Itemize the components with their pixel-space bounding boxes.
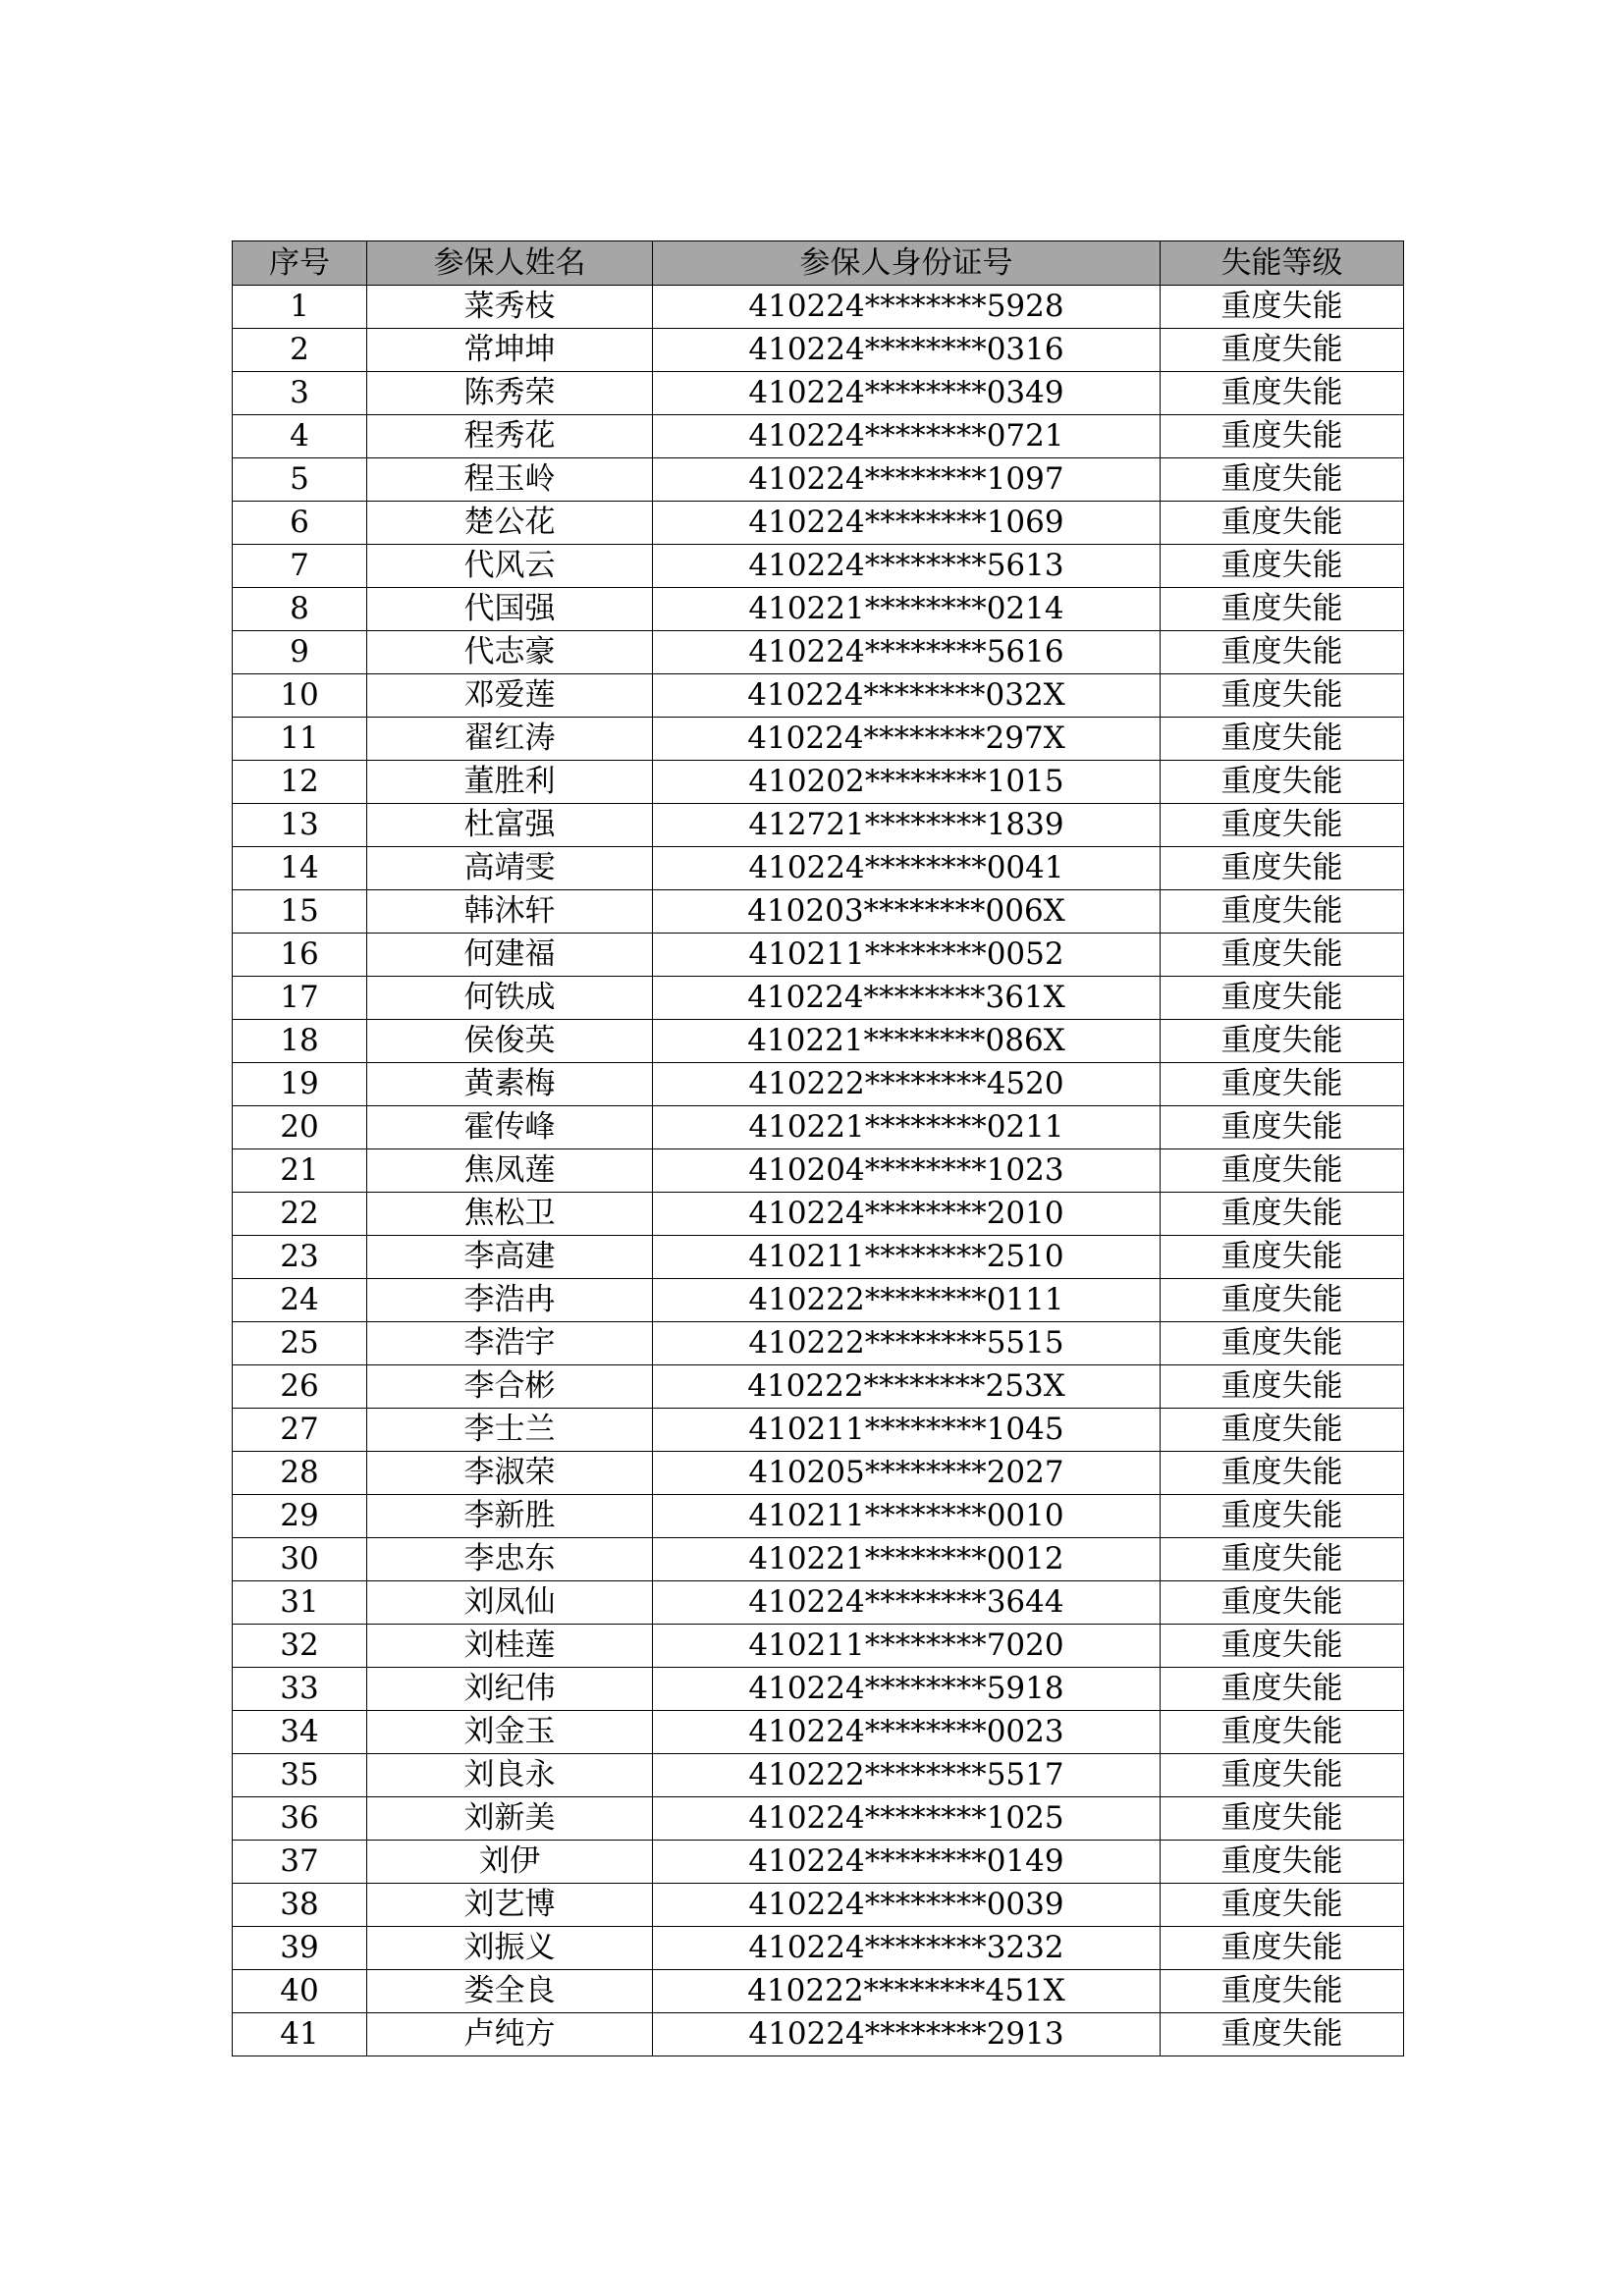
cell-seq: 8 [233, 588, 367, 631]
cell-name: 刘伊 [367, 1841, 653, 1884]
cell-name: 黄素梅 [367, 1063, 653, 1106]
cell-id-number: 410205********2027 [653, 1452, 1161, 1495]
cell-name: 代风云 [367, 545, 653, 588]
cell-seq: 40 [233, 1970, 367, 2013]
cell-id-number: 410224********5928 [653, 286, 1161, 329]
table-row [233, 545, 1404, 588]
cell-id-number: 410224********032X [653, 674, 1161, 718]
cell-seq: 34 [233, 1711, 367, 1754]
table-row [233, 1841, 1404, 1884]
table-row [233, 286, 1404, 329]
table-row [233, 1668, 1404, 1711]
cell-disability-level: 重度失能 [1161, 1495, 1404, 1538]
cell-disability-level: 重度失能 [1161, 415, 1404, 458]
cell-disability-level: 重度失能 [1161, 1884, 1404, 1927]
cell-disability-level: 重度失能 [1161, 890, 1404, 934]
table-row [233, 2013, 1404, 2056]
table-row [233, 1754, 1404, 1797]
cell-name: 霍传峰 [367, 1106, 653, 1149]
cell-name: 杜富强 [367, 804, 653, 847]
table-row [233, 458, 1404, 502]
table-row [233, 1711, 1404, 1754]
cell-seq: 6 [233, 502, 367, 545]
cell-disability-level: 重度失能 [1161, 286, 1404, 329]
cell-seq: 17 [233, 977, 367, 1020]
cell-disability-level: 重度失能 [1161, 372, 1404, 415]
header-id-number: 参保人身份证号 [653, 241, 1161, 286]
cell-seq: 41 [233, 2013, 367, 2056]
cell-id-number: 410224********0721 [653, 415, 1161, 458]
cell-disability-level: 重度失能 [1161, 847, 1404, 890]
table-row [233, 847, 1404, 890]
cell-seq: 9 [233, 631, 367, 674]
table-row [233, 890, 1404, 934]
cell-name: 何建福 [367, 934, 653, 977]
cell-id-number: 410224********3644 [653, 1581, 1161, 1625]
table-row [233, 1322, 1404, 1365]
table-row [233, 1149, 1404, 1193]
cell-id-number: 410224********0316 [653, 329, 1161, 372]
table-row [233, 1409, 1404, 1452]
cell-seq: 23 [233, 1236, 367, 1279]
table-row [233, 761, 1404, 804]
cell-seq: 7 [233, 545, 367, 588]
cell-disability-level: 重度失能 [1161, 761, 1404, 804]
cell-name: 李合彬 [367, 1365, 653, 1409]
cell-seq: 4 [233, 415, 367, 458]
cell-id-number: 410224********1025 [653, 1797, 1161, 1841]
header-name: 参保人姓名 [367, 241, 653, 286]
cell-name: 李浩冉 [367, 1279, 653, 1322]
cell-id-number: 410222********4520 [653, 1063, 1161, 1106]
cell-name: 刘新美 [367, 1797, 653, 1841]
cell-seq: 27 [233, 1409, 367, 1452]
cell-name: 刘纪伟 [367, 1668, 653, 1711]
cell-disability-level: 重度失能 [1161, 1581, 1404, 1625]
table-row [233, 718, 1404, 761]
cell-name: 翟红涛 [367, 718, 653, 761]
header-disability-level: 失能等级 [1161, 241, 1404, 286]
table-row [233, 502, 1404, 545]
cell-disability-level: 重度失能 [1161, 1668, 1404, 1711]
cell-seq: 14 [233, 847, 367, 890]
cell-name: 李忠东 [367, 1538, 653, 1581]
cell-name: 代志豪 [367, 631, 653, 674]
cell-disability-level: 重度失能 [1161, 502, 1404, 545]
cell-disability-level: 重度失能 [1161, 1970, 1404, 2013]
table-row [233, 588, 1404, 631]
cell-id-number: 410222********0111 [653, 1279, 1161, 1322]
cell-name: 刘艺博 [367, 1884, 653, 1927]
cell-disability-level: 重度失能 [1161, 804, 1404, 847]
cell-name: 刘凤仙 [367, 1581, 653, 1625]
cell-id-number: 410224********2010 [653, 1193, 1161, 1236]
header-seq: 序号 [233, 241, 367, 286]
cell-id-number: 410211********2510 [653, 1236, 1161, 1279]
table-row [233, 631, 1404, 674]
cell-name: 常坤坤 [367, 329, 653, 372]
cell-seq: 31 [233, 1581, 367, 1625]
cell-id-number: 410224********5616 [653, 631, 1161, 674]
cell-disability-level: 重度失能 [1161, 1020, 1404, 1063]
cell-name: 楚公花 [367, 502, 653, 545]
cell-disability-level: 重度失能 [1161, 1841, 1404, 1884]
cell-seq: 1 [233, 286, 367, 329]
table-row [233, 1063, 1404, 1106]
cell-seq: 39 [233, 1927, 367, 1970]
table-row [233, 1538, 1404, 1581]
cell-seq: 13 [233, 804, 367, 847]
cell-id-number: 410222********5515 [653, 1322, 1161, 1365]
cell-disability-level: 重度失能 [1161, 1236, 1404, 1279]
table-row [233, 977, 1404, 1020]
cell-seq: 11 [233, 718, 367, 761]
cell-id-number: 410224********0349 [653, 372, 1161, 415]
insured-roster-table [232, 240, 1404, 2056]
cell-disability-level: 重度失能 [1161, 977, 1404, 1020]
cell-id-number: 410224********0039 [653, 1884, 1161, 1927]
cell-seq: 3 [233, 372, 367, 415]
cell-id-number: 410224********361X [653, 977, 1161, 1020]
cell-seq: 19 [233, 1063, 367, 1106]
cell-name: 刘良永 [367, 1754, 653, 1797]
cell-seq: 26 [233, 1365, 367, 1409]
cell-disability-level: 重度失能 [1161, 1797, 1404, 1841]
cell-id-number: 410222********451X [653, 1970, 1161, 2013]
cell-name: 菜秀枝 [367, 286, 653, 329]
table-row [233, 1970, 1404, 2013]
cell-id-number: 410224********0149 [653, 1841, 1161, 1884]
cell-name: 李新胜 [367, 1495, 653, 1538]
cell-name: 韩沐轩 [367, 890, 653, 934]
cell-disability-level: 重度失能 [1161, 2013, 1404, 2056]
table-row [233, 1495, 1404, 1538]
cell-disability-level: 重度失能 [1161, 1927, 1404, 1970]
cell-id-number: 410224********5613 [653, 545, 1161, 588]
cell-id-number: 410224********2913 [653, 2013, 1161, 2056]
cell-seq: 29 [233, 1495, 367, 1538]
cell-disability-level: 重度失能 [1161, 1625, 1404, 1668]
cell-disability-level: 重度失能 [1161, 458, 1404, 502]
table-row [233, 1927, 1404, 1970]
table-body [233, 286, 1404, 2056]
cell-disability-level: 重度失能 [1161, 631, 1404, 674]
cell-name: 何铁成 [367, 977, 653, 1020]
cell-name: 高靖雯 [367, 847, 653, 890]
cell-seq: 5 [233, 458, 367, 502]
cell-name: 刘桂莲 [367, 1625, 653, 1668]
cell-seq: 16 [233, 934, 367, 977]
cell-id-number: 410221********0214 [653, 588, 1161, 631]
cell-id-number: 410224********297X [653, 718, 1161, 761]
cell-id-number: 410224********1097 [653, 458, 1161, 502]
cell-disability-level: 重度失能 [1161, 1063, 1404, 1106]
cell-disability-level: 重度失能 [1161, 1279, 1404, 1322]
cell-id-number: 410221********0211 [653, 1106, 1161, 1149]
cell-name: 刘振义 [367, 1927, 653, 1970]
cell-name: 程秀花 [367, 415, 653, 458]
table-row [233, 1365, 1404, 1409]
cell-id-number: 412721********1839 [653, 804, 1161, 847]
table-row [233, 1581, 1404, 1625]
cell-seq: 12 [233, 761, 367, 804]
cell-name: 焦凤莲 [367, 1149, 653, 1193]
cell-id-number: 410222********253X [653, 1365, 1161, 1409]
table-row [233, 1797, 1404, 1841]
table-row [233, 1452, 1404, 1495]
cell-id-number: 410202********1015 [653, 761, 1161, 804]
cell-id-number: 410204********1023 [653, 1149, 1161, 1193]
cell-name: 董胜利 [367, 761, 653, 804]
cell-id-number: 410221********086X [653, 1020, 1161, 1063]
cell-name: 刘金玉 [367, 1711, 653, 1754]
table-row [233, 1106, 1404, 1149]
cell-name: 李浩宇 [367, 1322, 653, 1365]
cell-id-number: 410224********1069 [653, 502, 1161, 545]
table-row [233, 674, 1404, 718]
cell-name: 娄全良 [367, 1970, 653, 2013]
cell-disability-level: 重度失能 [1161, 934, 1404, 977]
cell-disability-level: 重度失能 [1161, 588, 1404, 631]
cell-id-number: 410211********0010 [653, 1495, 1161, 1538]
table-row [233, 1884, 1404, 1927]
cell-disability-level: 重度失能 [1161, 674, 1404, 718]
cell-seq: 35 [233, 1754, 367, 1797]
table-row [233, 934, 1404, 977]
cell-seq: 22 [233, 1193, 367, 1236]
table-row [233, 1020, 1404, 1063]
cell-disability-level: 重度失能 [1161, 545, 1404, 588]
cell-seq: 32 [233, 1625, 367, 1668]
cell-seq: 24 [233, 1279, 367, 1322]
cell-name: 李高建 [367, 1236, 653, 1279]
cell-disability-level: 重度失能 [1161, 1322, 1404, 1365]
cell-disability-level: 重度失能 [1161, 1409, 1404, 1452]
table-row [233, 1193, 1404, 1236]
cell-name: 李淑荣 [367, 1452, 653, 1495]
cell-name: 焦松卫 [367, 1193, 653, 1236]
table-row [233, 1625, 1404, 1668]
cell-id-number: 410224********3232 [653, 1927, 1161, 1970]
cell-seq: 28 [233, 1452, 367, 1495]
cell-seq: 2 [233, 329, 367, 372]
cell-disability-level: 重度失能 [1161, 1452, 1404, 1495]
cell-id-number: 410211********7020 [653, 1625, 1161, 1668]
table-row [233, 372, 1404, 415]
cell-name: 侯俊英 [367, 1020, 653, 1063]
cell-name: 李士兰 [367, 1409, 653, 1452]
cell-name: 程玉岭 [367, 458, 653, 502]
table-row [233, 1236, 1404, 1279]
cell-seq: 15 [233, 890, 367, 934]
cell-name: 代国强 [367, 588, 653, 631]
cell-id-number: 410211********1045 [653, 1409, 1161, 1452]
cell-id-number: 410221********0012 [653, 1538, 1161, 1581]
cell-disability-level: 重度失能 [1161, 1149, 1404, 1193]
cell-id-number: 410224********0023 [653, 1711, 1161, 1754]
cell-name: 陈秀荣 [367, 372, 653, 415]
cell-seq: 21 [233, 1149, 367, 1193]
cell-disability-level: 重度失能 [1161, 1106, 1404, 1149]
cell-seq: 10 [233, 674, 367, 718]
cell-name: 邓爱莲 [367, 674, 653, 718]
cell-seq: 18 [233, 1020, 367, 1063]
cell-id-number: 410222********5517 [653, 1754, 1161, 1797]
cell-id-number: 410224********0041 [653, 847, 1161, 890]
cell-disability-level: 重度失能 [1161, 329, 1404, 372]
cell-disability-level: 重度失能 [1161, 1365, 1404, 1409]
cell-id-number: 410224********5918 [653, 1668, 1161, 1711]
cell-seq: 33 [233, 1668, 367, 1711]
cell-seq: 30 [233, 1538, 367, 1581]
header-row [233, 241, 1404, 286]
table-header [233, 241, 1404, 286]
table-row [233, 1279, 1404, 1322]
cell-disability-level: 重度失能 [1161, 1538, 1404, 1581]
table-row [233, 415, 1404, 458]
cell-seq: 20 [233, 1106, 367, 1149]
cell-disability-level: 重度失能 [1161, 1754, 1404, 1797]
cell-id-number: 410203********006X [653, 890, 1161, 934]
table-row [233, 804, 1404, 847]
cell-seq: 37 [233, 1841, 367, 1884]
cell-disability-level: 重度失能 [1161, 1711, 1404, 1754]
table-row [233, 329, 1404, 372]
cell-seq: 36 [233, 1797, 367, 1841]
cell-disability-level: 重度失能 [1161, 1193, 1404, 1236]
cell-name: 卢纯方 [367, 2013, 653, 2056]
cell-seq: 38 [233, 1884, 367, 1927]
cell-disability-level: 重度失能 [1161, 718, 1404, 761]
cell-seq: 25 [233, 1322, 367, 1365]
cell-id-number: 410211********0052 [653, 934, 1161, 977]
